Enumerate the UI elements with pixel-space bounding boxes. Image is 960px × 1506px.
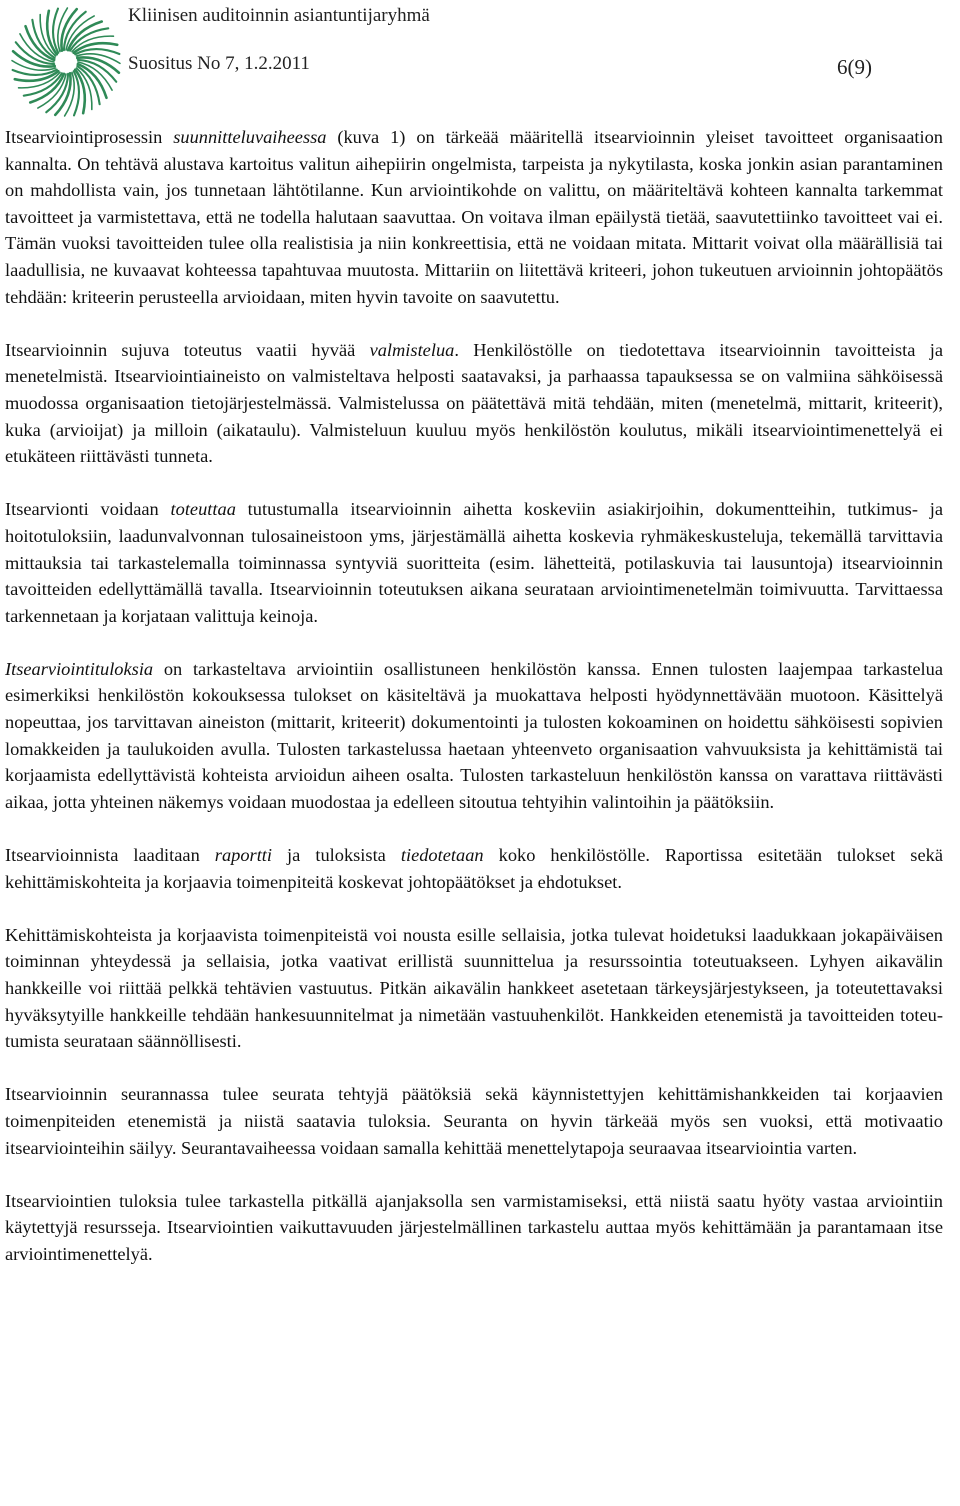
logo-ray: [75, 49, 119, 54]
document-body: [5, 124, 943, 1294]
organization-name: Kliinisen auditoinnin asiantuntijaryhmä: [128, 5, 430, 26]
paragraph-report: [5, 842, 943, 895]
paragraph-long-term-review: Itsearviointien tuloksia tulee tarkastella pitkällä ajanjaksolla sen varmistamiseksi, että niistä saatu hyöty vastaa arviointiin käytettyjä resursseja. Itsearviointien vaikuttavuuden järjestelmällinen tarkastelu auttaa myös kehittämään ja parantamaan itse arviointimenettelyä.: [5, 1190, 943, 1264]
text-run: tutustumalla itsearvioinnin aihetta koskeviin asiakirjoihin, dokumentteihin, tutkimus- ja hoitotuloksiin, laadunvalvonnan tulosaineistoon yms, järjestämällä aihetta koskevia ryhmäkeskusteluja, tekemällä tarvittavia mittauksia tai tarkastelemalla toiminnassa syntyviä suoritteita (esim. lähetteitä, potilaskuvia tai lausuntoja) itsearvioinnin tavoitteiden edellyttämällä tavalla. Itsearvioinnin toteutuksen aikana seurataan arviointimenetelmän toimivuutta. Tarvittaessa tarkennetaan ja korjataan valittuja keinoja.: [5, 499, 943, 626]
emphasis-results: Itsearviointituloksia: [5, 658, 154, 679]
logo-ray: [74, 71, 79, 115]
emphasis-informed: tiedotetaan: [400, 845, 484, 866]
paragraph-results: [5, 656, 943, 816]
paragraph-preparation: [5, 337, 943, 470]
text-run: Itsearviointiprosessin: [5, 127, 174, 147]
paragraph-development-targets: Kehittämiskohteista ja korjaavista toimenpiteistä voi nousta esille sellaisia, jotka tulevat hoidetuksi laadukkaan jokapäiväisen toiminnan yhteydessä ja sellaisia, jotka vaativat erillistä suunnittelua ja resurssointia toteutuakseen. Lyhyen aikavälin hankkeille voi riittää pelkkä tehtävien vastuutus. Pitkän aikavälin hankkeet asetetaan tärkeysjärjestykseen, ja toteutettavaksi hyväksytyille hankkeille tehdään hankesuunnitelmat ja nimetään vastuuhenkilöt. Hankkeiden etenemistä ja tavoitteiden toteutumista seurataan säännöllisesti.: [5, 924, 943, 1052]
text-run: ja tuloksista: [272, 845, 401, 866]
text-run: Itsearvionti voidaan: [5, 499, 171, 520]
paragraph-planning: [5, 124, 943, 310]
emphasis-report: raportti: [214, 845, 273, 866]
text-run: on tarkasteltava arviointiin osallistuneen henkilöstön kanssa. Ennen tulosten laajempaa tarkastelua esimerkiksi henkilöstön kokouksessa tulokset on käsiteltävä ja muokattava helposti hyödynnettävään muotoon. Käsittelyä nopeuttaa, jos tarvittavan aineiston (mittarit, kriteerit) dokumentointi ja tulosten kokoaminen on hoidettu sähköisesti sopivien lomakkeiden ja taulukoiden avulla. Tulosten tarkastelussa haetaan yhteenveto organisaation vahvuuksista ja kehittämistä tai korjaamista edellyttävistä kohteista arvioidun aiheen osalta. Tulosten tarkasteluun henkilöstön kanssa on varattava riittävästi aikaa, jotta yhteinen näkemys voidaan muodostaa ja edelleen sitoutua tehtyihin valintoihin ja päätöksiin.: [5, 658, 943, 812]
paragraph-follow-up: Itsearvioinnin seurannassa tulee seurata tehtyjä päätöksiä sekä käynnistettyjen kehittämishankkeiden tai korjaavien toimenpiteiden etenemistä ja niistä saatavia tuloksia. Seuranta on hyvin tärkeää myös sen vuoksi, että motivaatio itsearviointeihin säilyy. Seurantavaiheessa voidaan samalla kehittää menettelytapoja seuraavaa itsearviointia varten.: [5, 1084, 943, 1158]
radiating-sunburst-logo: [8, 4, 124, 120]
text-run: Itsearvioinnista laaditaan: [5, 845, 215, 866]
emphasis-preparation: valmistelua: [369, 339, 455, 360]
logo-ray: [53, 9, 58, 53]
emphasis-implementation: toteuttaa: [170, 499, 236, 520]
text-run: Itsearvioinnin sujuva toteutus vaatii hyvää: [5, 339, 370, 360]
logo-ray: [13, 70, 57, 75]
paragraph-implementation: [5, 496, 943, 629]
text-run: . Henkilöstölle on tiedotettava itsearvioinnin tavoitteista ja menetelmistä. Itsearviointiaineisto on valmisteltava helposti saatavaksi, ja parhaassa tapauksessa se on valmiina sähköisessä muodossa organisaation tietojärjestelmässä. Valmistelussa on päätettävä mitä tehdään, miten (menetelmä, mittarit, kriteerit), kuka (arvioijat) ja milloin (aikataulu). Valmisteluun kuuluu myös henkilöstön koulutus, mikäli itsearviointimenettelyä ei etukäteen riittävästi tunneta.: [5, 339, 943, 467]
recommendation-number: Suositus No 7, 1.2.2011: [128, 53, 310, 74]
page-number: 6(9): [837, 55, 872, 79]
emphasis-planning-phase: suunnitteluvaiheessa: [173, 127, 327, 147]
text-run: (kuva 1) on tärkeää määritellä itsearvioinnin yleiset tavoitteet organisaation kannalta. On tehtävä alustava kartoitus valitun aihepiirin ongelmista, tarpeista ja nykytilasta, koska jonkin asian parantaminen on mahdollista vain, jos tunnetaan lähtötilanne. Kun arviointikohde on valittu, on määriteltävä kohteen kannalta tarkemmat tavoitteet ja varmistettava, että ne todella halutaan saavuttaa. On voitava ilman epäilystä tietää, saavutettiinko tavoitteet vai ei. Tämän vuoksi tavoitteiden tulee olla realistisia ja niin konkreettisia, että ne voidaan mitata. Mittarit voivat olla määrällisiä tai laadullisia, ne kuvaavat kohteessa tapahtuvaa muutosta. Mittariin on liitettävä kriteeri, johon tukeutuen arvioinnin johtopäätös tehdään: kriteerin perusteella arvioidaan, miten hyvin tavoite on saavutettu.: [5, 127, 943, 307]
text-run: koko henkilöstölle. Raportissa esitetään tulokset sekä kehittämiskohteita ja korjaavia toimenpiteitä koskevat johtopäätökset ja ehdotukset.: [5, 845, 943, 892]
